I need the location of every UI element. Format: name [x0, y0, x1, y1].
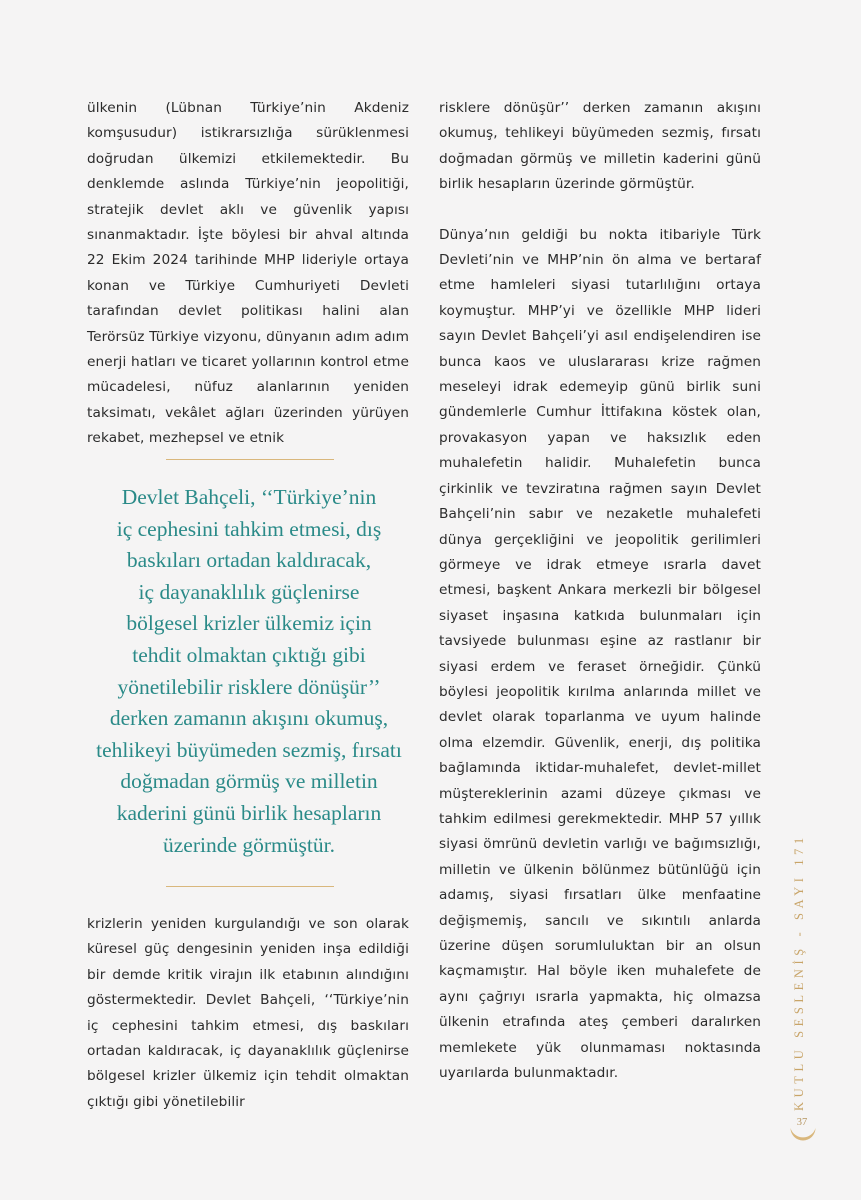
body-column-left-bottom: [87, 912, 409, 1115]
pullquote-line: tehdit olmaktan çıktığı gibi: [132, 642, 366, 667]
pullquote-line: derken zamanın akışını okumuş,: [109, 706, 389, 731]
pullquote-line: baskıları ortadan kaldıracak,: [126, 548, 372, 573]
body-paragraph: krizlerin yeniden kurgulandığı ve son olarak küresel güç dengesinin yeniden inşa edildiği bir demde kritik virajın ilk etabının alındığını göstermektedir. Devlet Bahçeli, ‘‘Türkiye’nin iç cephesini tahkim etmesi, dış baskıları ortadan kaldıracak, iç dayanaklılık güçlenirse bölgesel krizler ülkemiz için tehdit olmaktan çıktığı gibi yönetilebilir: [87, 916, 409, 1110]
pullquote-line: iç dayanaklılık güçlenirse: [138, 579, 360, 604]
pullquote-line: üzerinde görmüştür.: [163, 832, 335, 857]
body-column-right: [439, 96, 761, 1086]
pullquote-divider-bottom: [166, 886, 334, 887]
pullquote: [88, 482, 410, 861]
pullquote-line: yönetilebilir risklere dönüşür’’: [117, 674, 381, 699]
pullquote-line: Devlet Bahçeli, ‘‘Türkiye’nin: [121, 485, 377, 509]
body-column-left-top: [87, 96, 409, 452]
pullquote-divider-top: [166, 459, 334, 460]
pullquote-line: iç cephesini tahkim etmesi, dış: [116, 516, 382, 541]
body-paragraph: Dünya’nın geldiği bu nokta itibariyle Türk Devleti’nin ve MHP’nin ön alma ve bertaraf etme hamleleri siyasi tutarlılığını ortaya koymuştur. MHP’yi ve özellikle MHP lideri sayın Devlet Bahçeli’yi asıl endişelendiren ise bunca kaos ve uluslararası krize rağmen meseleyi idrak edemeyip günü birlik suni gündemlerle Cumhur İttifakına köstek olan, provakasyon yapan ve haksızlık eden muhalefetin halidir. Muhalefetin bunca çirkinlik ve tevziratına rağmen sayın Devlet Bahçeli’nin sabır ve nezaketle muhalefeti dünya gerçekliğini ve jeopolitik gerilimleri görmeye ve idrak etmeye ısrarla davet etmesi, başkent Ankara merkezli bir bölgesel siyaset inşasına katkıda bulunmaları için tavsiyede bulunması eşine az rastlanır bir siyasi erdem ve feraset örneğidir. Çünkü böylesi jeopolitik kırılma anlarında millet ve devlet olarak toparlanma ve uyum halinde olma elzemdir. Güvenlik, enerji, dış politika bağlamında iktidar-muhalefet, devlet-millet müştereklerinin azami düzeye çıkması ve tahkim edilmesi gerekmektedir. MHP 57 yıllık siyasi ömrünü devletin varlığı ve bağımsızlığı, milletin ve ülkenin bölünmez bütünlüğü için adamış, siyasi fırsatları ülke menfaatine değişmemiş, sancılı ve sıkıntılı anlarda üzerine düşen sorumluluktan bir an olsun kaçmamıştır. Hal böyle iken muhalefete de aynı çağrıyı ısrarla yapmakta, hiç olmazsa ülkenin etrafında ateş çemberi daralırken memlekete yük olunmaması noktasında uyarılarda bulunmaktadır.: [439, 226, 761, 1082]
page-number: 37: [796, 1117, 808, 1128]
pullquote-line: tehlikeyi büyümeden sezmiş, fırsatı: [96, 737, 402, 762]
pullquote-line: kaderini günü birlik hesapların: [116, 800, 382, 825]
body-paragraph: risklere dönüşür’’ derken zamanın akışını okumuş, tehlikeyi büyümeden sezmiş, fırsatı doğmadan görmüş ve milletin kaderini günü birlik hesapların üzerinde görmüştür.: [439, 100, 761, 193]
body-paragraph: ülkenin (Lübnan Türkiye’nin Akdeniz komşusudur) istikrarsızlığa sürüklenmesi doğrudan ülkemizi etkilemektedir. Bu denklemde aslında Türkiye’nin jeopolitiği, stratejik devlet aklı ve güvenlik yapısı sınanmaktadır. İşte böylesi bir ahval altında 22 Ekim 2024 tarihinde MHP lideriyle ortaya konan ve Türkiye Cumhuriyeti Devleti tarafından devlet politikası halini alan Terörsüz Türkiye vizyonu, dünyanın adım adım enerji hatları ve ticaret yollarının kontrol etme mücadelesi, nüfuz alanlarının yeniden taksimatı, vekâlet ağları üzerinden yürüyen rekabet, mezhepsel ve etnik: [87, 100, 409, 447]
publication-sidebar: KUTLU SESLENİŞ - SAYI 171: [792, 833, 806, 1111]
pullquote-line: bölgesel krizler ülkemiz için: [126, 611, 372, 636]
pullquote-line: doğmadan görmüş ve milletin: [120, 769, 378, 794]
